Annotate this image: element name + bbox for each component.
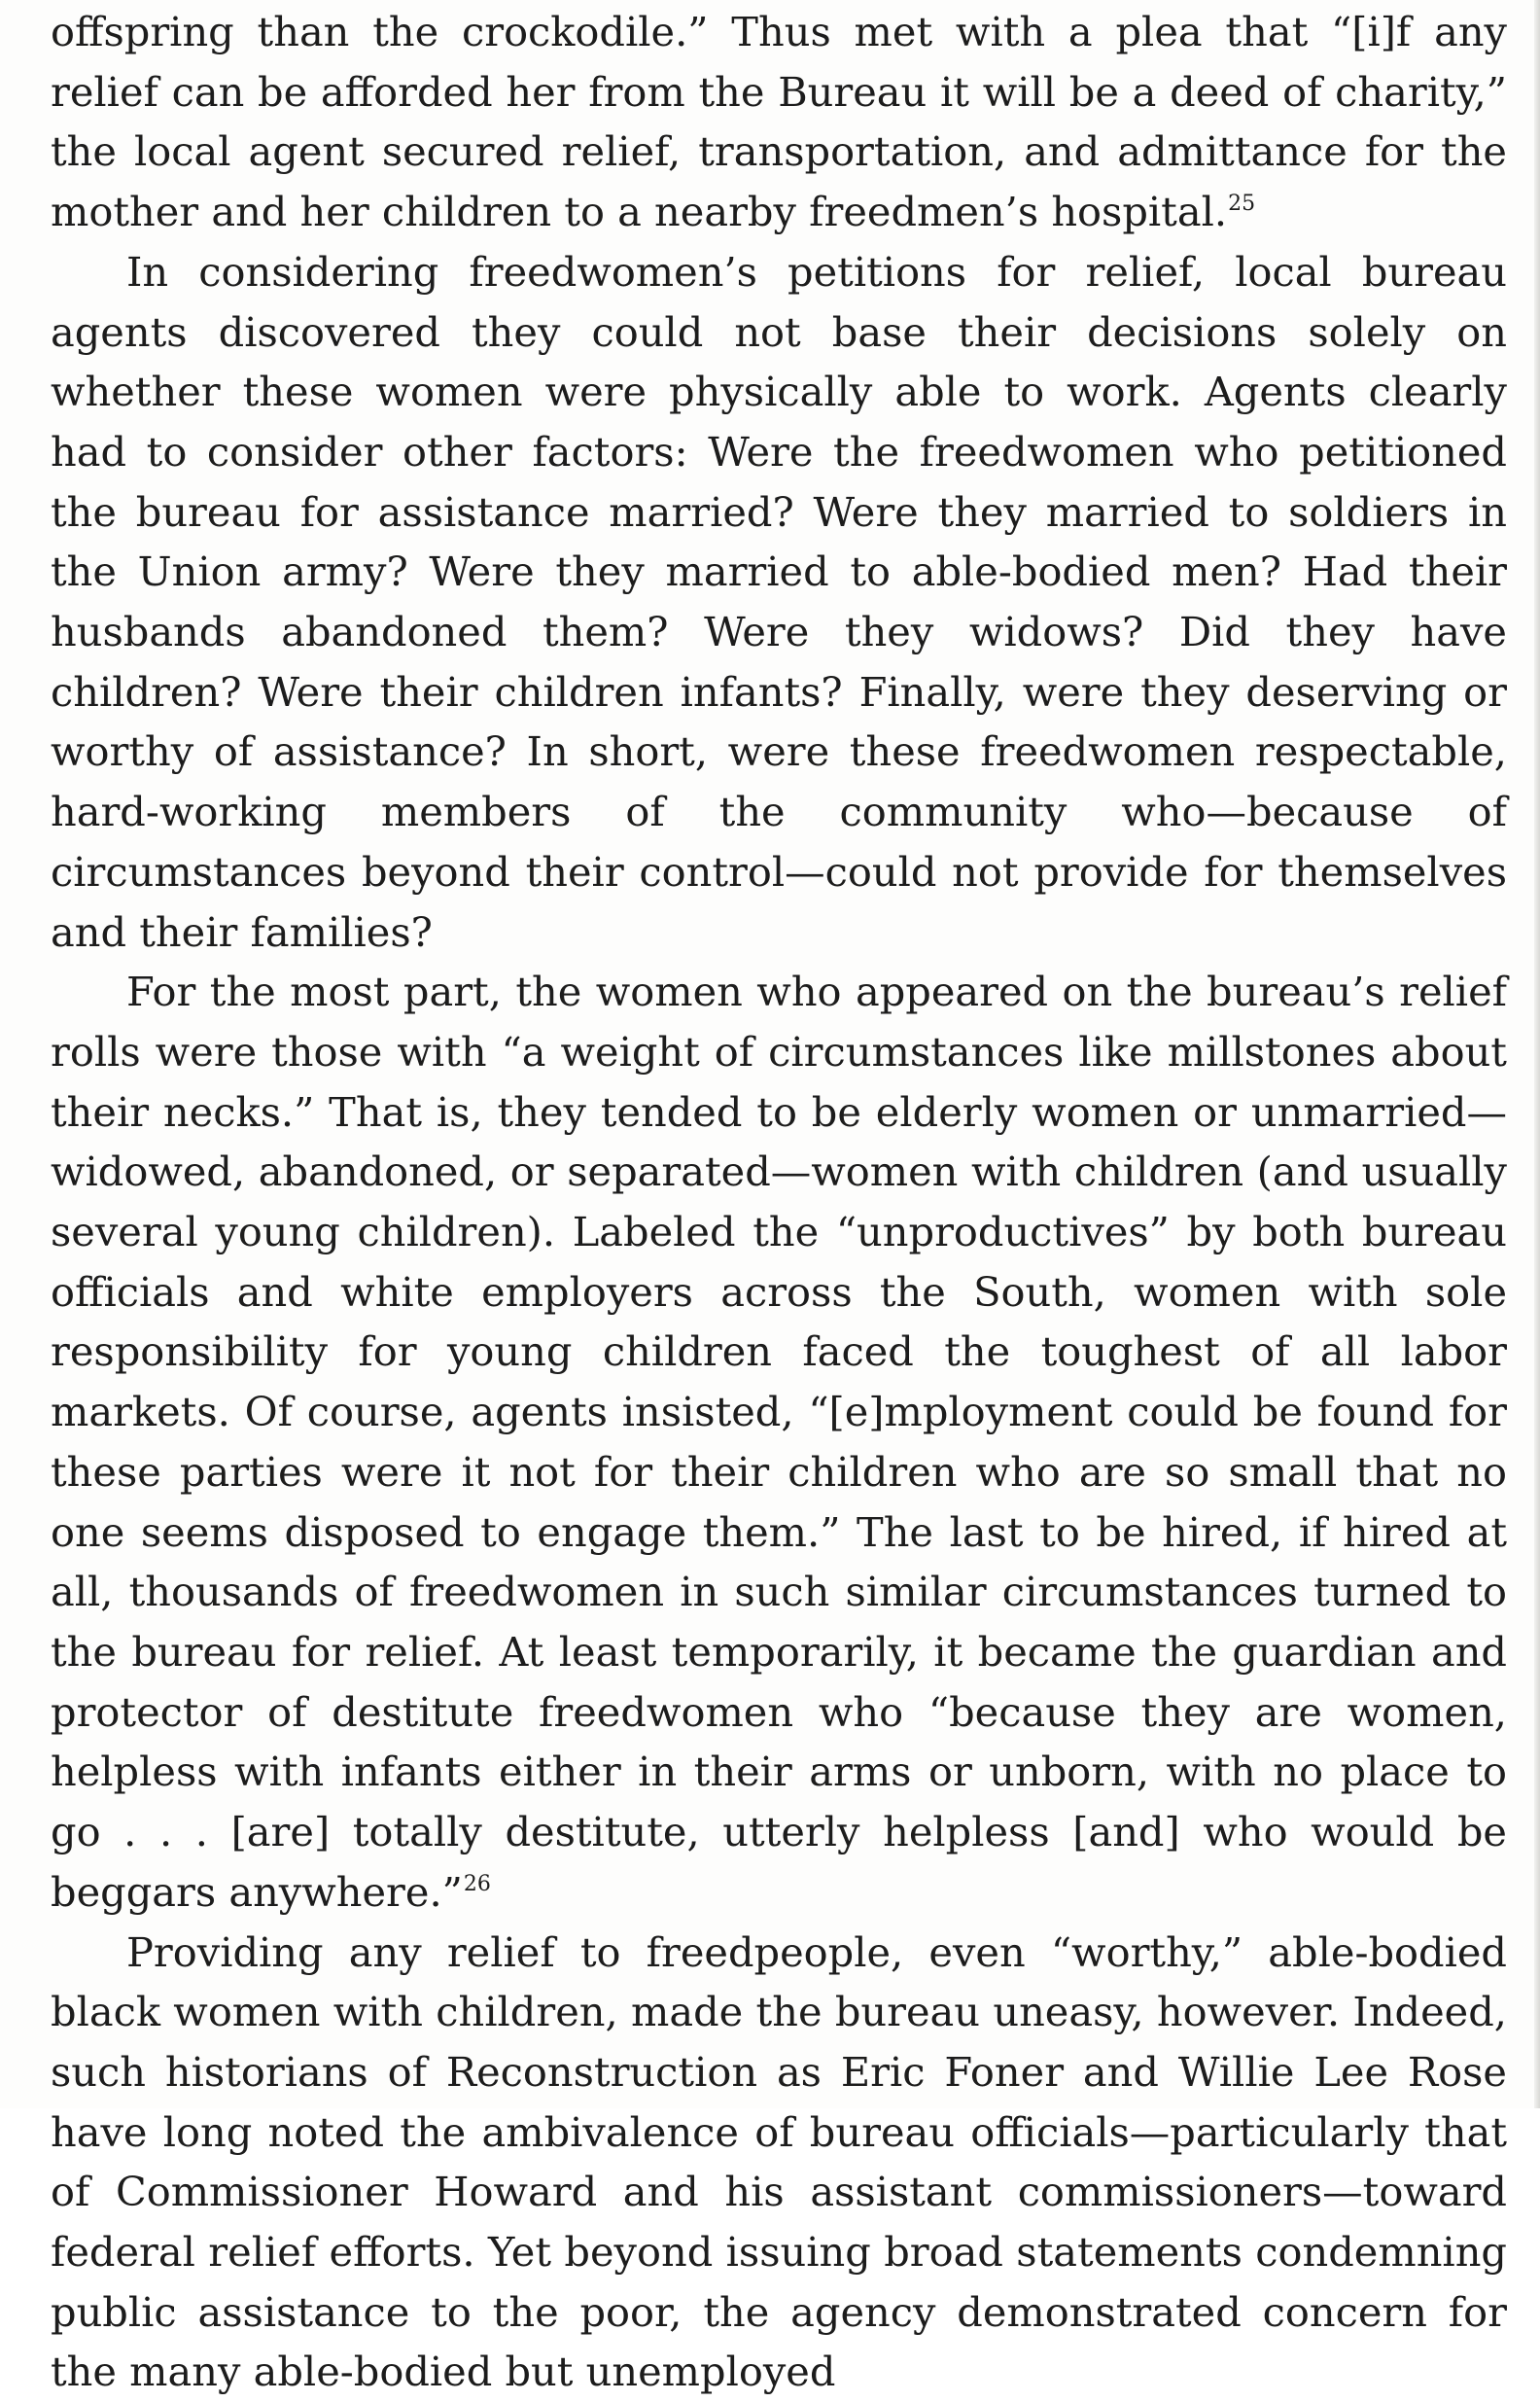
footnote-marker-26: 26 [464,1872,491,1896]
paragraph-4 [51,1923,1507,2402]
paragraph-1 [51,2,1507,242]
paragraph-1-text: offspring than the crockodile.” Thus met with a plea that “[i]f any relief can be afforded her from the Bureau it will be a deed of charity,” the local agent secured relief, transportation, and admittance for the mother and her children to a nearby freedmen’s hospital. [51,8,1507,235]
paragraph-2 [51,242,1507,962]
footnote-marker-25: 25 [1228,192,1255,216]
page-edge-shadow [1534,0,1540,2108]
body-text [51,2,1507,2402]
paragraph-3 [51,962,1507,1922]
paragraph-2-text: In considering freedwomen’s petitions for relief, local bureau agents discovered they could not base their decisions solely on whether these women were physically able to work. Agents clearly had to consider other factors: Were the freedwomen who petitioned the bureau for assistance married? Were they married to soldiers in the Union army? Were they married to able-bodied men? Had their husbands abandoned them? Were they widows? Did they have children? Were their children infants? Finally, were they deserving or worthy of assistance? In short, were these freedwomen respectable, hard-working members of the community who—because of circumstances beyond their control—could not provide for themselves and their families? [51,248,1507,956]
paragraph-3-text: For the most part, the women who appeared on the bureau’s relief rolls were those with “a weight of circumstances like millstones about their necks.” That is, they tended to be elderly women or unmarried—widowed, abandoned, or separated—women with children (and usually several young children). Labeled the “unproductives” by both bureau officials and white employers across the South, women with sole responsibility for young children faced the toughest of all labor markets. Of course, agents insisted, “[e]mployment could be found for these parties were it not for their children who are so small that no one seems disposed to engage them.” The last to be hired, if hired at all, thousands of freedwomen in such similar circumstances turned to the bureau for relief. At least temporarily, it became the guardian and protector of destitute freedwomen who “because they are women, helpless with infants either in their arms or unborn, with no place to go . . . [are] totally destitute, utterly helpless [and] who would be beggars anywhere.” [51,968,1507,1916]
paragraph-4-text: Providing any relief to freedpeople, even “worthy,” able-bodied black women with children, made the bureau uneasy, however. Indeed, such historians of Reconstruction as Eric Foner and Willie Lee Rose have long noted the ambivalence of bureau officials—particularly that of Commissioner Howard and his assistant commissioners—toward federal relief efforts. Yet beyond issuing broad statements condemning public assistance to the poor, the agency demonstrated concern for the many able-bodied but unemployed [51,1928,1507,2396]
